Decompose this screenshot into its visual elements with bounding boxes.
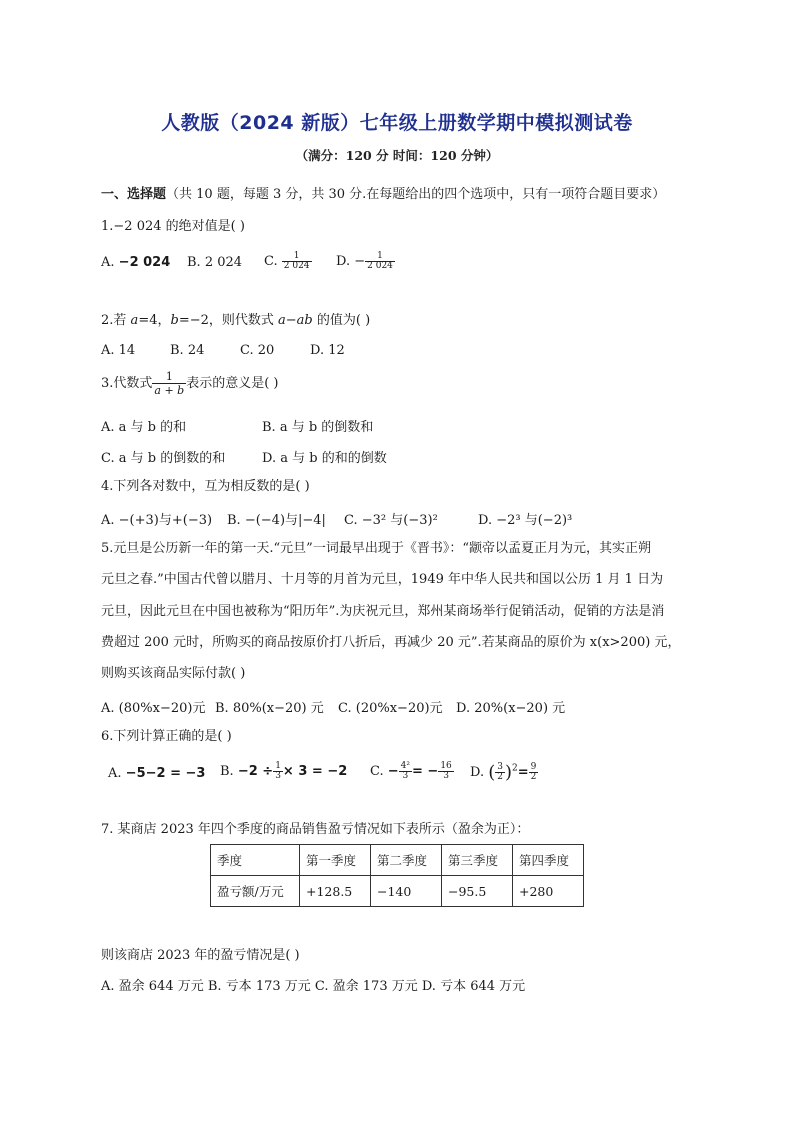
q6-option-c-fraction-1: $\frac{\text{4²}}{3}$ [400, 761, 411, 781]
table-cell: 第二季度 [371, 845, 442, 876]
q7-table [210, 844, 584, 907]
q4-option-b: B. −(−4)与|−4| [227, 513, 326, 528]
table-cell: 盈亏额/万元 [211, 876, 300, 907]
q2-option-a: A. 14 [101, 343, 136, 358]
q1-option-a-label: A. [101, 255, 115, 270]
q5-line-1: 5.元旦是公历新一年的第一天.“元旦”一词最早出现于《晋书》：“颛帝以孟夏正月为元，其实正朔 [101, 541, 651, 556]
q1-option-d-label: D. − [336, 254, 366, 269]
table-cell: +128.5 [300, 876, 371, 907]
q3-option-c: C. a 与 b 的倒数的和 [101, 451, 226, 466]
q5-option-a: A. (80%x−20)元 [101, 701, 206, 716]
q6-stem: 6.下列计算正确的是( ) [101, 729, 232, 744]
section-heading-desc: （共 10 题，每题 3 分，共 30 分.在每题给出的四个选项中，只有一项符合题目要求） [166, 187, 666, 202]
table-cell: +280 [513, 876, 584, 907]
section-heading [101, 186, 665, 204]
table-cell: 第四季度 [513, 845, 584, 876]
q6-option-b: B. −2 ÷ $\frac{1}{3}$ × 3 = −2 [220, 761, 348, 781]
q1-stem: 1.−2 024 的绝对值是( ) [101, 219, 245, 234]
q4-stem: 4.下列各对数中，互为相反数的是( ) [101, 479, 310, 494]
q1-option-a-value: −2 024 [118, 255, 171, 270]
q6-option-d: D. ( $\frac{3}{2}$ )$^2$= $\frac{9}{2}$ [470, 762, 537, 783]
q7-stem: 7. 某商店 2023 年四个季度的商品销售盈亏情况如下表所示（盈余为正）： [101, 822, 530, 837]
page-subtitle: （满分：120 分 时间：120 分钟） [295, 148, 499, 163]
q5-line-5: 则购买该商品实际付款( ) [101, 666, 246, 681]
q6-option-a: A. −5−2 = −3 [108, 766, 206, 781]
table-cell: −95.5 [442, 876, 513, 907]
q5-line-3: 元旦，因此元旦在中国也被称为“阳历年”.为庆祝元旦，郑州某商场举行促销活动，促销的方法是消 [101, 604, 665, 619]
q3-option-d: D. a 与 b 的和的倒数 [262, 451, 387, 466]
table-cell: 第一季度 [300, 845, 371, 876]
q4-option-c: C. −3² 与(−3)² [344, 513, 438, 528]
q3-option-b: B. a 与 b 的倒数和 [262, 420, 374, 435]
page-title: 人教版（2024 新版）七年级上册数学期中模拟测试卷 [161, 112, 633, 134]
q6-option-b-fraction: $\frac{1}{3}$ [275, 761, 281, 781]
q2-option-b: B. 24 [170, 343, 205, 358]
q7-question: 则该商店 2023 年的盈亏情况是( ) [101, 948, 300, 963]
section-heading-label: 一、选择题 [101, 187, 167, 202]
q2-option-c: C. 20 [240, 343, 275, 358]
q2-option-d: D. 12 [310, 343, 345, 358]
q6-option-c: C. − $\frac{\text{4²}}{3}$ = − $\frac{16}{3}$ [370, 761, 452, 781]
q1-option-c-fraction: $\frac{1}{2 024}$ [283, 251, 310, 271]
q7-options: A. 盈余 644 万元 B. 亏本 173 万元 C. 盈余 173 万元 D. 亏本 644 万元 [101, 979, 526, 994]
q6-option-d-fraction-1: $\frac{3}{2}$ [497, 762, 503, 782]
q3-stem: 3.代数式 $\frac{1}{a + b}$ 表示的意义是( ) [101, 370, 279, 397]
q3-option-a: A. a 与 b 的和 [101, 420, 187, 435]
q2-stem: 2.若 a=4，b=−2，则代数式 a−ab 的值为( ) [101, 313, 371, 328]
table-cell: 季度 [211, 845, 300, 876]
table-cell: −140 [371, 876, 442, 907]
table-cell: 第三季度 [442, 845, 513, 876]
q4-option-a: A. −(+3)与+(−3) [101, 513, 213, 528]
q1-option-c-label: C. [264, 254, 278, 269]
q5-option-d: D. 20%(x−20) 元 [456, 701, 566, 716]
q5-line-4: 费超过 200 元时，所购买的商品按原价打八折后，再减少 20 元”.若某商品的原价为 x(x>200) 元， [101, 635, 681, 650]
q1-option-d-fraction: $\frac{1}{2 024}$ [367, 251, 393, 271]
q1-option-d [336, 252, 395, 271]
q5-line-2: 元旦之春.”中国古代曾以腊月、十月等的月首为元旦，1949 年中华人民共和国以公历 1 月 1 日为 [101, 572, 664, 587]
q1-option-c [264, 252, 312, 271]
table-row [211, 876, 584, 907]
q3-fraction: $\frac{1}{a + b}$ [154, 370, 185, 397]
q6-option-d-fraction-2: $\frac{9}{2}$ [530, 762, 537, 782]
q5-option-b: B. 80%(x−20) 元 [215, 701, 324, 716]
q5-option-c: C. (20%x−20)元 [338, 701, 443, 716]
q4-option-d: D. −2³ 与(−2)³ [478, 513, 573, 528]
q1-option-a [101, 255, 170, 270]
table-header-row [211, 845, 584, 876]
q6-option-c-fraction-2: $\frac{16}{3}$ [440, 761, 452, 781]
q1-option-b: B. 2 024 [187, 255, 243, 270]
